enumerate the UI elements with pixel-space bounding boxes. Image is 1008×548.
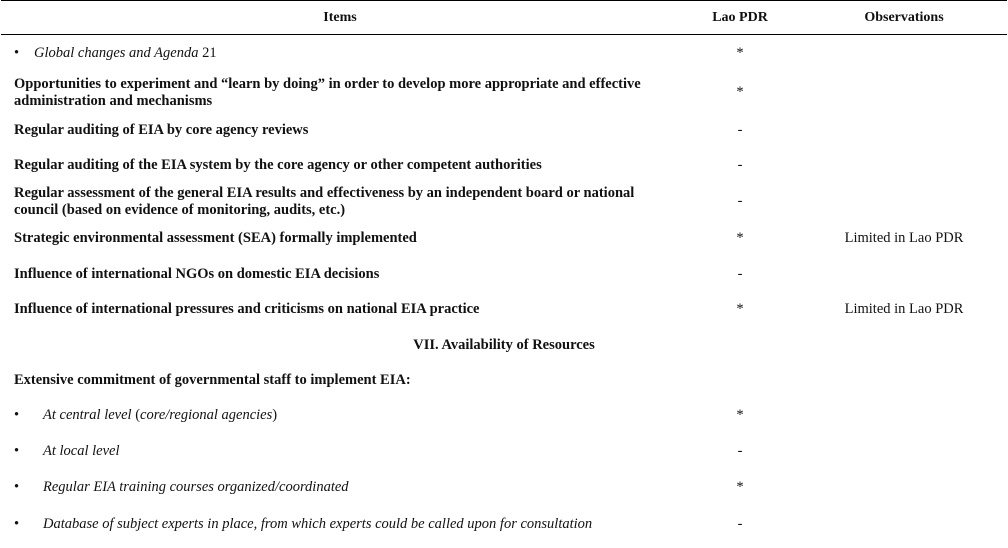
item-text: Global changes and Agenda [34,45,199,62]
bullet-item: • Database of subject experts in place, from which experts could be called upon for consultation [14,516,673,533]
lao-mark [679,363,801,398]
section-heading: VII. Availability of Resources [413,336,595,353]
bullet-item: • At local level [14,443,673,460]
table-row [1,363,1007,398]
bullet-item: • Regular EIA training courses organized/coordinated [14,479,673,496]
header-observations: Observations [801,1,1007,35]
table-row [1,434,1007,470]
row-item [1,398,679,434]
lao-mark: * [736,45,744,62]
lao-mark: * [736,479,744,495]
observation [801,35,1007,73]
table-row [1,257,1007,292]
observation [801,183,1007,221]
row-item [1,35,679,73]
row-item: Influence of international NGOs on domestic EIA decisions [14,265,380,282]
observation [801,470,1007,506]
observation [801,113,1007,148]
lao-mark: * [736,84,744,100]
table-row [1,470,1007,506]
table-row [1,73,1007,113]
observation: Limited in Lao PDR [844,301,964,317]
table-row [1,113,1007,148]
item-text: At central level [43,407,136,423]
row-item: Influence of international pressures and criticisms on national EIA practice [14,301,480,317]
table-row [1,506,1007,544]
table-row [1,221,1007,257]
table-row [1,35,1007,73]
observation: Limited in Lao PDR [844,230,964,246]
lao-mark: - [737,193,743,209]
header-lao-pdr: Lao PDR [679,1,801,35]
item-text-paren: ( [135,407,141,423]
observation [801,363,1007,398]
table-row [1,398,1007,434]
table-header-row [1,1,1007,35]
eia-criteria-table [1,0,1007,544]
header-items: Items [1,1,679,35]
bullet-item [14,407,673,424]
observation [801,148,1007,183]
observation [801,506,1007,544]
table-row [1,183,1007,221]
table-row [1,148,1007,183]
section-row [1,328,1007,363]
lao-mark: * [736,230,744,246]
observation [801,73,1007,113]
lao-mark: - [737,516,743,532]
row-item: Regular auditing of the EIA system by the core agency or other competent authorities [14,156,542,173]
lao-mark: * [736,407,744,423]
observation [801,257,1007,292]
row-item [1,506,679,544]
lao-mark: - [737,443,743,459]
observation [801,434,1007,470]
item-text-detail: core/regional agencies [140,407,273,423]
row-item: Regular assessment of the general EIA results and effectiveness by an independent board or national council (based on evidence of monitoring, audits, etc.) [14,184,635,218]
lao-mark: - [737,265,743,282]
lao-mark: - [737,156,743,173]
bullet-item [14,45,673,62]
observation [801,398,1007,434]
row-item: Strategic environmental assessment (SEA) formally implemented [14,230,417,246]
row-item [1,470,679,506]
item-text-number: 21 [198,45,217,62]
row-item [1,434,679,470]
row-item: Regular auditing of EIA by core agency reviews [14,121,309,138]
table-row [1,292,1007,328]
lao-mark: - [737,121,743,138]
row-item: Extensive commitment of governmental staff to implement EIA: [14,371,411,388]
lao-mark: * [736,301,744,317]
row-item: Opportunities to experiment and “learn by doing” in order to develop more appropriate and effective administration and mechanisms [14,75,641,109]
item-text-paren: ) [272,407,278,423]
